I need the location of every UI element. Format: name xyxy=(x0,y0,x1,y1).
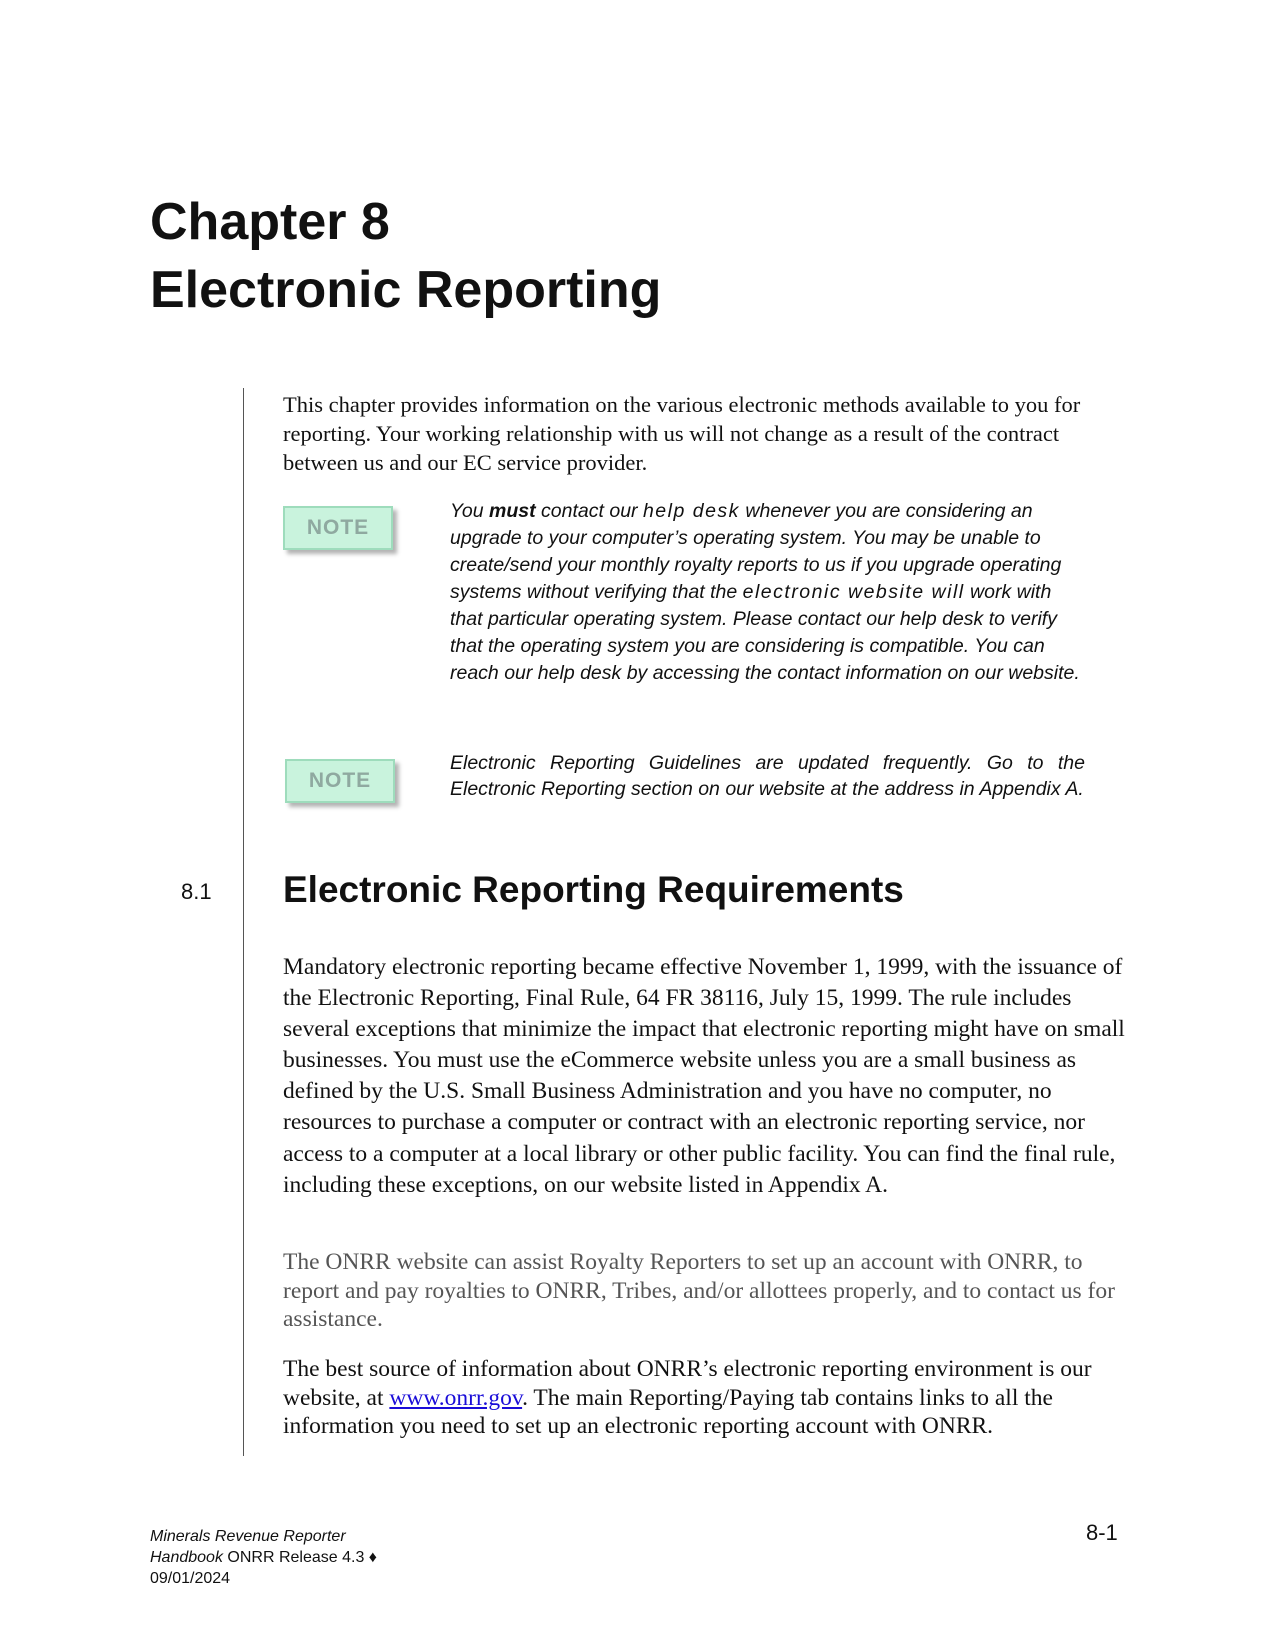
footer-release: ONRR Release 4.3 ♦ xyxy=(222,1549,377,1566)
page-number: 8-1 xyxy=(1086,1520,1118,1545)
note-badge: NOTE xyxy=(283,506,393,550)
intro-paragraph: This chapter provides information on the various electronic methods available to you for reporting. Your working relationship with us will not change as a result of the contract between us and our EC service provider. xyxy=(283,392,1081,475)
onrr-website-link[interactable]: www.onrr.gov xyxy=(389,1384,523,1411)
section-number: 8.1 xyxy=(181,879,212,904)
chapter-title xyxy=(150,188,661,324)
note-text: You must contact our help desk whenever you are considering an upgrade to your computer’s operating system. You may be unable to create/send your monthly royalty reports to us if you upgrade operating systems without verifying that the electronic website will work with that particular operating system. Please contact our help desk to verify that the operating system you are considering is compatible. You can reach our help desk by accessing the contact information on our website. xyxy=(450,500,1080,684)
footer-handbook: Handbook xyxy=(150,1549,223,1566)
chapter-number: Chapter 8 xyxy=(150,193,390,251)
section-title: Electronic Reporting Requirements xyxy=(283,869,904,910)
footer-document-info xyxy=(150,1526,377,1589)
emphasis-must: must xyxy=(489,500,536,522)
footer-title: Minerals Revenue Reporter xyxy=(150,1528,346,1545)
body-paragraph-rule: Mandatory electronic reporting became effective November 1, 1999, with the issuance of the Electronic Reporting, Final Rule, 64 FR 38116, July 15, 1999. The rule includes several exceptions that minimize the impact that electronic reporting might have on small businesses. You must use the eCommerce website unless you are a small business as defined by the U.S. Small Business Administration and you have no computer, no resources to purchase a computer or contract with an electronic reporting service, nor access to a computer at a local library or other public facility. You can find the final rule, including these exceptions, on our website listed in Appendix A. xyxy=(283,954,1125,1198)
note-badge-guidelines: NOTE xyxy=(285,759,395,803)
footer-date: 09/01/2024 xyxy=(150,1570,231,1587)
body-paragraph-info-source: The best source of information about ONRR’s electronic reporting environment is our website, at www.onrr.gov. The main Reporting/Paying tab contains links to all the information you need to set up an electronic reporting account with ONRR. xyxy=(283,1356,1092,1439)
chapter-name: Electronic Reporting xyxy=(150,261,662,319)
note-text-guidelines: Electronic Reporting Guidelines are updated frequently. Go to the Electronic Reporting section on our website at the address in Appendix A. xyxy=(450,752,1085,800)
body-paragraph-website-assist: The ONRR website can assist Royalty Reporters to set up an account with ONRR, to report and pay royalties to ONRR, Tribes, and/or allottees properly, and to contact us for assistance. xyxy=(283,1249,1115,1332)
margin-rule xyxy=(243,388,244,1456)
